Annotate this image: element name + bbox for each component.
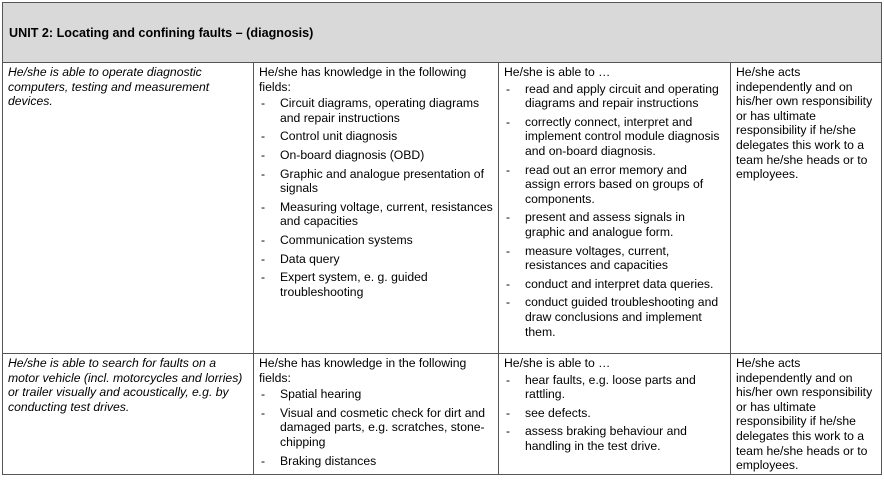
list-item: - Spatial hearing <box>261 387 362 402</box>
list-item: - Expert system, e. g. guided troubleshooting <box>261 270 428 299</box>
bullet-dash: - <box>506 114 511 129</box>
list-item: - Visual and cosmetic check for dirt and damaged parts, e.g. scratches, stone-chipping <box>261 405 486 449</box>
bullet-dash: - <box>261 405 266 420</box>
list-item: - see defects. <box>506 405 591 420</box>
bullet-dash: - <box>506 372 511 387</box>
bullet-dash: - <box>506 81 511 96</box>
bullet-dash: - <box>506 276 511 291</box>
bullet-dash: - <box>261 96 266 111</box>
skills-cell <box>499 63 731 354</box>
unit-header-row <box>3 3 882 63</box>
skills-list <box>504 373 725 454</box>
bullet-dash: - <box>261 270 266 285</box>
list-item: - Data query <box>261 251 340 266</box>
skills-intro: He/she is able to … <box>504 356 611 370</box>
list-item: - Graphic and analogue presentation of signals <box>261 166 484 196</box>
bullet-dash: - <box>506 162 511 177</box>
knowledge-intro: He/she has knowledge in the following fields: <box>259 356 467 385</box>
list-item: - conduct and interpret data queries. <box>506 276 714 291</box>
unit-table <box>2 2 882 475</box>
bullet-dash: - <box>261 147 266 162</box>
list-item: - read and apply circuit and operating diagrams and repair instructions <box>506 81 719 111</box>
skills-list <box>504 82 725 340</box>
knowledge-intro: He/she has knowledge in the following fields: <box>259 65 467 94</box>
list-item: - On-board diagnosis (OBD) <box>261 147 425 162</box>
bullet-dash: - <box>261 199 266 214</box>
list-item: - Measuring voltage, current, resistances and capacities <box>261 199 493 229</box>
knowledge-list <box>259 387 493 468</box>
bullet-dash: - <box>261 387 266 402</box>
list-item: - present and assess signals in graphic and analogue form. <box>506 210 685 239</box>
table-row <box>3 354 882 475</box>
list-item: - read out an error memory and assign errors based on groups of components. <box>506 162 704 206</box>
list-item: - conduct guided troubleshooting and draw conclusions and implement them. <box>506 295 719 339</box>
list-item: - Braking distances <box>261 453 377 468</box>
responsibility-cell: He/she acts independently and on his/her own responsibility or has ultimate responsibility if he/she delegates this work to a team he/she heads or to employees. <box>731 63 882 354</box>
table-row <box>3 63 882 354</box>
bullet-dash: - <box>506 405 511 420</box>
competence-cell: He/she is able to search for faults on a motor vehicle (incl. motorcycles and lorries) or trailer visually and acoustically, e.g. by conducting test drives. <box>3 354 254 475</box>
knowledge-cell <box>254 354 499 475</box>
bullet-dash: - <box>506 295 511 310</box>
knowledge-cell <box>254 63 499 354</box>
list-item: - measure voltages, current, resistances and capacities <box>506 243 670 273</box>
list-item: - Circuit diagrams, operating diagrams and repair instructions <box>261 96 480 125</box>
list-item: - Communication systems <box>261 232 413 247</box>
responsibility-cell: He/she acts independently and on his/her own responsibility or has ultimate responsibility if he/she delegates this work to a team he/she heads or to employees. <box>731 354 882 475</box>
unit-title: UNIT 2: Locating and confining faults – (diagnosis) <box>3 3 882 63</box>
list-item: - assess braking behaviour and handling in the test drive. <box>506 424 687 453</box>
bullet-dash: - <box>261 129 266 144</box>
list-item: - correctly connect, interpret and implement control module diagnosis and on-board diagnosis. <box>506 114 720 158</box>
bullet-dash: - <box>506 243 511 258</box>
list-item: - hear faults, e.g. loose parts and rattling. <box>506 372 696 402</box>
knowledge-list <box>259 96 493 299</box>
bullet-dash: - <box>506 210 511 225</box>
bullet-dash: - <box>261 232 266 247</box>
bullet-dash: - <box>506 424 511 439</box>
list-item: - Control unit diagnosis <box>261 129 398 144</box>
skills-cell <box>499 354 731 475</box>
bullet-dash: - <box>261 453 266 468</box>
skills-intro: He/she is able to … <box>504 65 611 79</box>
bullet-dash: - <box>261 166 266 181</box>
bullet-dash: - <box>261 251 266 266</box>
competence-cell: He/she is able to operate diagnostic computers, testing and measurement devices. <box>3 63 254 354</box>
